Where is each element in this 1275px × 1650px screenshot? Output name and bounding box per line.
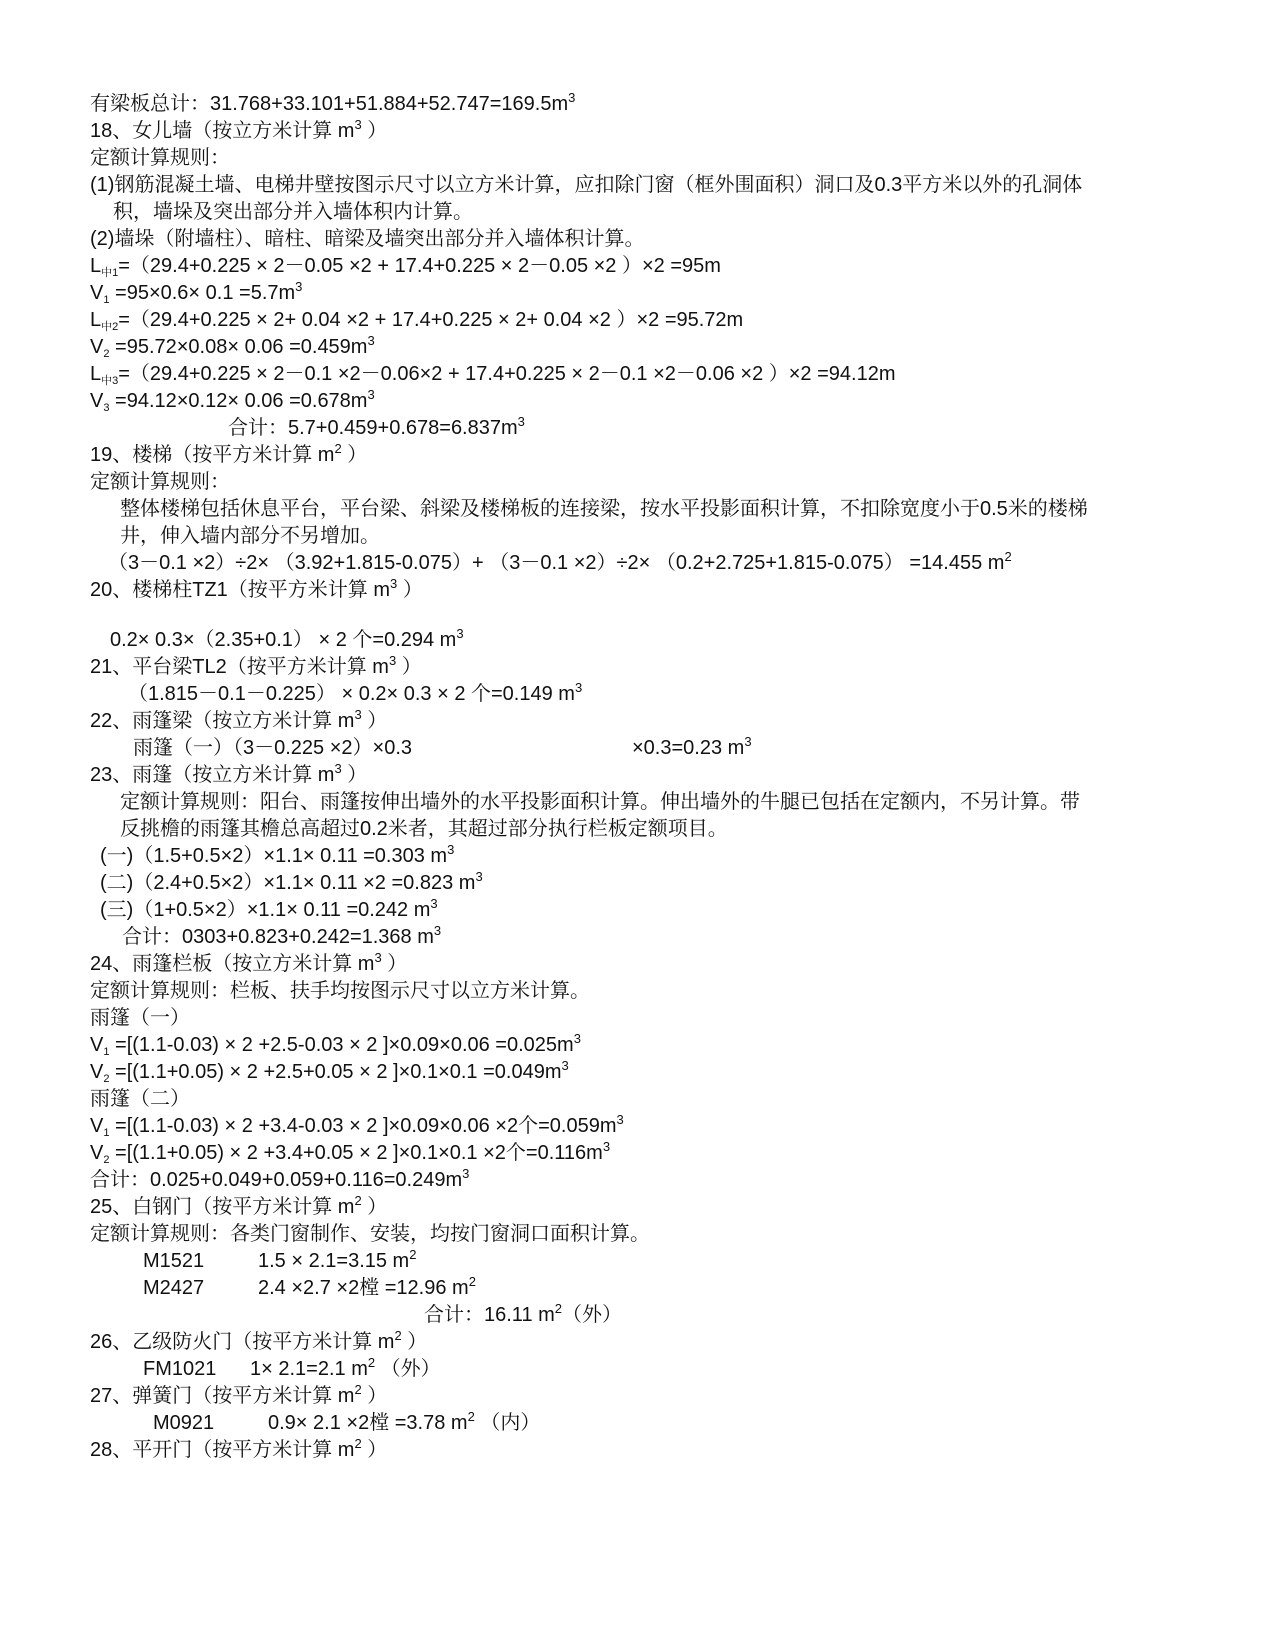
canopy-2-v2: $V_2 =[(1.1+0.05) \times 2 +3.4+0.05 \times 2$ ]×0.1×0.1 ×2个$=0.116m^3$ (90, 1139, 611, 1166)
section-28-heading: 28、平开门（按平方米计算 $m^2$ ） (90, 1436, 388, 1461)
section-21-heading: 21、平台梁TL2（按平方米计算 $m^3$ ） (90, 653, 422, 678)
section-27-heading: 27、弹簧门（按平方米计算 $m^2$ ） (90, 1382, 388, 1407)
door-calc-fm1021: 1× 2.1=2.1 $m^2$ （外） (250, 1355, 441, 1380)
section-18-rule-2: (2)墙垛（附墙柱）、暗柱、暗梁及墙突出部分并入墙体积计算。 (90, 228, 645, 250)
section-20-calc: 0.2× 0.3×（2.35+0.1） × 2 个=0.294 $m^3$ (110, 626, 464, 651)
canopy-2-v1: $V_1 =[(1.1-0.03) \times 2 +3.4-0.03 \times 2$ ]×0.09×0.06 ×2个$=0.059m^3$ (90, 1112, 624, 1139)
slab-total: 有梁板总计：$31.768+33.101+51.884+52.747=169.5m^3$ (90, 90, 576, 115)
section-19-rules-label: 定额计算规则： (90, 471, 230, 493)
section-18-heading: 18、女儿墙（按立方米计算 $m^3$ ） (90, 117, 388, 142)
formula-v2: $V_2 =95.72\times 0.08\times 0.06 =0.459m^3$ (90, 333, 375, 360)
section-18-total: 合计：$5.7+0.459+0.678=6.837m^3$ (228, 414, 525, 439)
section-24-rule: 定额计算规则：栏板、扶手均按图示尺寸以立方米计算。 (90, 980, 590, 1002)
section-23-rule: 定额计算规则：阳台、雨篷按伸出墙外的水平投影面积计算。伸出墙外的牛腿已包括在定额内，不另计算。带 (120, 791, 1080, 813)
formula-v1: $V_1 =95\times 0.6\times 0.1 =5.7m^3$ (90, 279, 303, 306)
section-19-heading: 19、楼梯（按平方米计算 $m^2$ ） (90, 441, 368, 466)
section-25-rule: 定额计算规则：各类门窗制作、安装，均按门窗洞口面积计算。 (90, 1223, 650, 1245)
door-code-fm1021: FM1021 (143, 1358, 217, 1380)
door-code-m1521: M1521 (143, 1250, 205, 1272)
section-19-rule-cont: 井，伸入墙内部分不另增加。 (120, 525, 380, 547)
door-calc-m0921: 0.9× 2.1 ×2樘 =3.78 $m^2$ （内） (268, 1409, 541, 1434)
section-24-heading: 24、雨篷栏板（按立方米计算 $m^3$ ） (90, 950, 408, 975)
section-18-rule-1-cont: 积，墙垛及突出部分并入墙体积内计算。 (113, 201, 473, 223)
door-code-m2427: M2427 (143, 1277, 205, 1299)
section-23-total: 合计：0303+0.823+0.242=1.368 $m^3$ (122, 923, 442, 948)
section-19-calc: （3－0.1 ×2）÷2× （3.92+1.815-0.075）+ （3－0.1 ×2）÷2× （0.2+2.725+1.815-0.075） =14.455 $m^2$ (108, 549, 1012, 574)
formula-v3: $V_3 =94.12\times 0.12\times 0.06 =0.678m^3$ (90, 387, 375, 414)
section-26-heading: 26、乙级防火门（按平方米计算 $m^2$ ） (90, 1328, 428, 1353)
section-23-rule-cont: 反挑檐的雨篷其檐总高超过0.2米者，其超过部分执行栏板定额项目。 (120, 818, 728, 840)
canopy-item-1: (一)（1.5+0.5×2）×1.1× 0.11 =0.303 $m^3$ (100, 842, 455, 867)
section-18-rules-label: 定额计算规则： (90, 147, 230, 169)
section-22-calc-left: 雨篷（一）（3－0.225 ×2）×0.3 (133, 737, 413, 759)
canopy-1-v2: $V_2 =[(1.1+0.05) \times 2 +2.5+0.05 \times 2$ ]$\times 0.1\times 0.1 =0.049m^3$ (90, 1058, 569, 1085)
canopy-2-label: 雨篷（二） (90, 1088, 190, 1110)
section-24-total: 合计：$0.025+0.049+0.059+0.116=0.249m^3$ (90, 1166, 470, 1191)
section-22-heading: 22、雨篷梁（按立方米计算 $m^3$ ） (90, 707, 388, 732)
door-code-m0921: M0921 (153, 1412, 215, 1434)
canopy-1-label: 雨篷（一） (90, 1007, 190, 1029)
section-23-heading: 23、雨篷（按立方米计算 $m^3$ ） (90, 761, 368, 786)
section-25-heading: 25、白钢门（按平方米计算 $m^2$ ） (90, 1193, 388, 1218)
canopy-item-3: (三)（1+0.5×2）×1.1× 0.11 =0.242 $m^3$ (100, 896, 438, 921)
section-21-calc: （1.815－0.1－0.225） × 0.2× 0.3 × 2 个=0.149 $m^3$ (128, 680, 583, 705)
door-calc-m2427: 2.4 ×2.7 ×2樘 =12.96 $m^2$ (258, 1274, 476, 1299)
section-22-calc-right: ×0.3=0.23 $m^3$ (632, 734, 752, 759)
door-calc-m1521: 1.5 × 2.1=3.15 $m^2$ (258, 1247, 417, 1272)
canopy-item-2: (二)（2.4+0.5×2）×1.1× 0.11 ×2 =0.823 $m^3$ (100, 869, 483, 894)
section-25-total: 合计：16.11 $m^2$（外） (424, 1301, 623, 1326)
formula-l1: $L_{中1}=(29.4+0.225 \times 2-0.05 \times 2 + 17.4+0.225 \times 2-0.05 \times 2$ ）×2 =95m (90, 255, 721, 279)
section-19-rule: 整体楼梯包括休息平台，平台梁、斜梁及楼梯板的连接梁，按水平投影面积计算，不扣除宽度小于0.5米的楼梯 (120, 498, 1088, 520)
formula-l2: $L_{中2}=(29.4+0.225 \times 2+ 0.04 \times 2 + 17.4+0.225 \times 2+ 0.04 \times 2$ ）×2 =95.72m (90, 309, 744, 333)
section-18-rule-1: (1)钢筋混凝土墙、电梯井壁按图示尺寸以立方米计算，应扣除门窗（框外围面积）洞口及0.3平方米以外的孔洞体 (90, 174, 1083, 196)
formula-l3: $L_{中3}=(29.4+0.225 \times 2-0.1 \times 2-0.06\times 2 + 17.4+0.225 \times 2-0.1 \times 2-0.06 \times 2$ ）×2 =94.12m (90, 363, 896, 387)
section-20-heading: 20、楼梯柱TZ1（按平方米计算 $m^3$ ） (90, 576, 423, 601)
canopy-1-v1: $V_1 =[(1.1-0.03) \times 2 +2.5-0.03 \times 2$ ]$\times 0.09\times 0.06 =0.025m^3$ (90, 1031, 581, 1058)
